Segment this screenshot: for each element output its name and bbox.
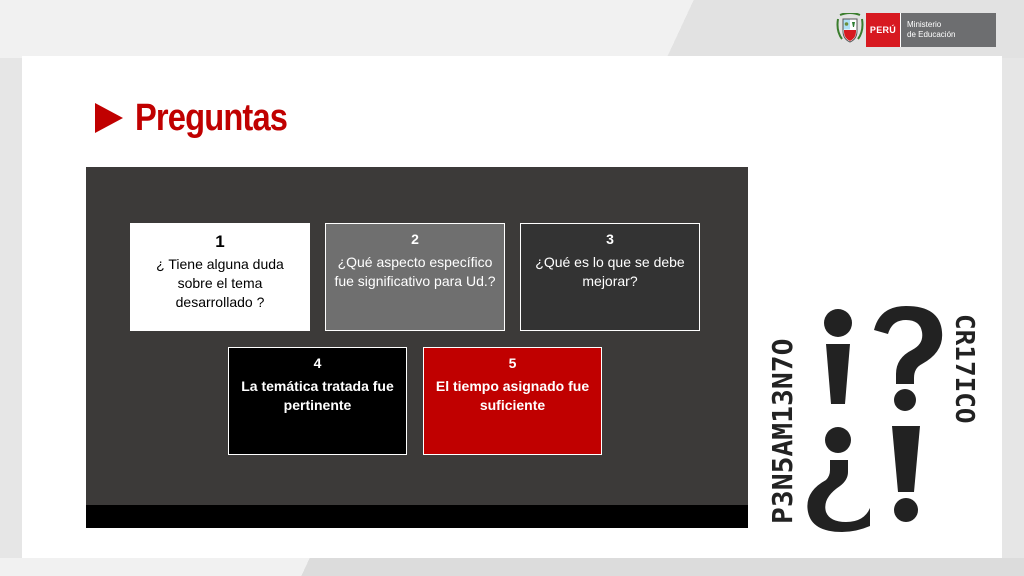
question-card-5 [423, 347, 602, 455]
question-card-2 [325, 223, 505, 331]
exclamation-mark-icon [892, 426, 920, 522]
ministry-logo [836, 13, 996, 47]
question-text: ¿Qué es lo que se debe mejorar? [535, 254, 685, 289]
question-card-3 [520, 223, 700, 331]
critical-thinking-artwork [760, 300, 990, 532]
question-number: 4 [313, 355, 322, 371]
artwork-left-text: P3N5AM13N7O [766, 338, 799, 524]
artwork-right-text: CR17ICO [949, 314, 979, 424]
ministry-name [900, 13, 996, 47]
slide-title-text: Preguntas [135, 96, 288, 139]
ministry-name-line2: de Educación [907, 30, 956, 39]
inverted-exclamation-icon [824, 309, 852, 404]
question-text: El tiempo asignado fue suficiente [435, 378, 590, 413]
question-text: ¿Qué aspecto específico fue significativo para Ud.? [334, 254, 496, 289]
bottom-background-band [0, 558, 1024, 576]
question-text: La temática tratada fue pertinente [241, 378, 394, 413]
question-card-1 [130, 223, 310, 331]
questions-panel [86, 167, 748, 505]
question-card-4 [228, 347, 407, 455]
inverted-question-icon [807, 427, 870, 532]
question-mark-icon [874, 306, 942, 411]
country-label: PERÚ [866, 13, 900, 47]
coat-of-arms-icon [836, 13, 864, 47]
question-number: 3 [606, 231, 614, 247]
ministry-name-line1: Ministerio [907, 20, 942, 29]
question-number: 1 [215, 232, 225, 251]
slide-title [95, 96, 312, 140]
play-arrow-icon [95, 103, 123, 133]
question-text: ¿ Tiene alguna duda sobre el tema desarrollado ? [156, 256, 284, 310]
question-number: 2 [411, 231, 419, 247]
question-number: 5 [508, 355, 517, 371]
questions-panel-footer-bar [86, 505, 748, 528]
